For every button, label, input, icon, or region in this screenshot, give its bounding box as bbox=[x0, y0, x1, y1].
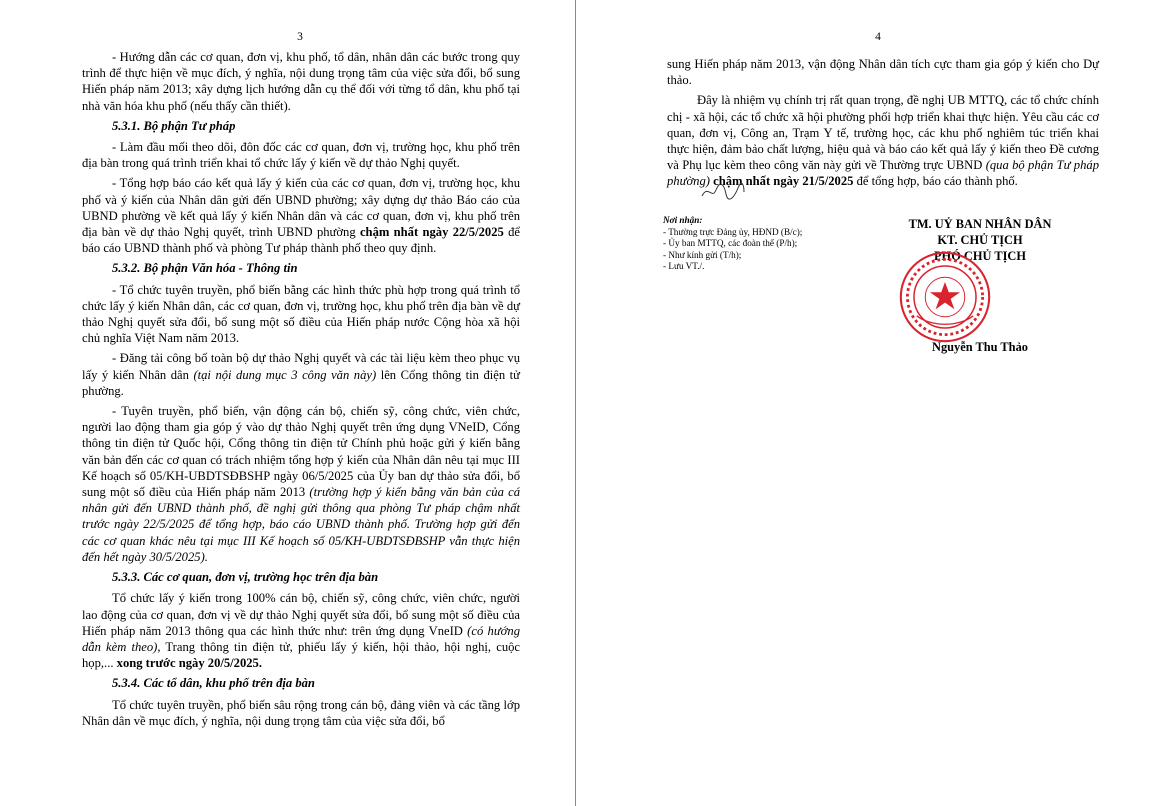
initial-signature-mark bbox=[700, 180, 746, 202]
section-heading-5-3-1: 5.3.1. Bộ phận Tư pháp bbox=[112, 118, 236, 133]
paragraph: - Tổng hợp báo cáo kết quả lấy ý kiến của các cơ quan, đơn vị, trường học, khu phố và ý kiến của Nhân dân gửi đến UBND phường; xây dựng dự thảo Báo cáo của UBND phường về kết quả lấy ý kiến Nhân dân và các cơ quan, đơn vị, khu phố trên địa bàn về dự thảo Nghị quyết, trình UBND phường chậm nhất ngày 22/5/2025 để báo cáo UBND thành phố và phòng Tư pháp thành phố theo quy định. bbox=[82, 176, 521, 256]
recipient-item: - Như kính gửi (T/h); bbox=[663, 249, 742, 260]
recipient-item: - Lưu VT./. bbox=[663, 261, 705, 272]
paragraph: - Làm đầu mối theo dõi, đôn đốc các cơ quan, đơn vị, trường học, khu phố trên địa bàn trong quá trình triển khai tổ chức lấy ý kiến về dự thảo Nghị quyết. bbox=[82, 140, 520, 171]
paragraph: Đây là nhiệm vụ chính trị rất quan trọng, đề nghị UB MTTQ, các tổ chức chính chị - xã hội, các tổ chức xã hội phường phối hợp triển khai thực hiện. Yêu cầu các cơ quan, đơn vị, Công an, Trạm Y tế, trường học, các khu phố nghiêm túc triển khai thực hiện, đảm bảo chất lượng, hiệu quả và báo cáo kết quả lấy ý kiến theo Đề cương và Phụ lục kèm theo công văn này gửi về Thường trực UBND (qua bộ phận Tư pháp phường) chậm nhất ngày 21/5/2025 để tổng hợp, báo cáo thành phố. bbox=[667, 93, 1099, 189]
sign-org: TM. UỶ BAN NHÂN DÂN bbox=[908, 217, 1052, 231]
page-body bbox=[82, 49, 520, 733]
paragraph: - Tổ chức tuyên truyền, phổ biến bằng các hình thức phù hợp trong quá trình tổ chức lấy ý kiến Nhân dân, các cơ quan, đơn vị, trường học, khu phố trên địa bàn về dự thảo Nghị quyết sửa đổi, bổ sung một số điều của Hiến pháp nước Cộng hòa xã hội chủ nghĩa Việt Nam năm 2013. bbox=[82, 282, 520, 346]
section-heading-5-3-3: 5.3.3. Các cơ quan, đơn vị, trường học trên địa bàn bbox=[112, 570, 379, 585]
section-heading-5-3-2: 5.3.2. Bộ phận Văn hóa - Thông tin bbox=[112, 261, 298, 276]
paragraph: - Hướng dẫn các cơ quan, đơn vị, khu phố, tổ dân, nhân dân các bước trong quy trình để thực hiện về mục đích, ý nghĩa, nội dung trọng tâm của việc sửa đổi, bổ sung Hiến pháp năm 2013; xây dựng lịch hướng dẫn cụ thể đối với từng tổ dân, khu phố tại nhà văn hóa khu phố (nếu thấy cần thiết). bbox=[82, 50, 520, 113]
paragraph: sung Hiến pháp năm 2013, vận động Nhân dân tích cực tham gia góp ý kiến cho Dự thảo. bbox=[667, 57, 1099, 88]
recipient-item: - Ủy ban MTTQ, các đoàn thể (P/h); bbox=[663, 238, 798, 249]
paragraph: Tổ chức tuyên truyền, phổ biến sâu rộng trong cán bộ, đảng viên và các tầng lớp Nhân dân về mục đích, ý nghĩa, nội dung trọng tâm của việc sửa đổi, bổ bbox=[82, 697, 520, 728]
page-number: 3 bbox=[297, 31, 303, 43]
recipient-item: - Thường trực Đảng ủy, HĐND (B/c); bbox=[663, 226, 803, 237]
sign-role: KT. CHỦ TỊCH bbox=[937, 233, 1023, 247]
paragraph: - Đăng tải công bố toàn bộ dự thảo Nghị quyết và các tài liệu kèm theo phục vụ lấy ý kiến Nhân dân (tại nội dung mục 3 công văn này) lên Cổng thông tin điện tử phường. bbox=[82, 351, 520, 398]
official-seal-stamp bbox=[898, 250, 992, 344]
recipients-title: Nơi nhận: bbox=[663, 215, 703, 225]
sign-position: PHÓ CHỦ TỊCH bbox=[933, 249, 1027, 263]
paragraph: - Tuyên truyền, phổ biến, vận động cán bộ, chiến sỹ, công chức, viên chức, người lao động tham gia góp ý vào dự thảo Nghị quyết trên ứng dụng VNeID, Cổng thông tin điện tử Quốc hội, Cổng thông tin điện tử Chính phủ hoặc gửi ý kiến bằng văn bản đến các cơ quan có trách nhiệm tổng hợp ý kiến của Nhân dân nêu tại mục III Kế hoạch số 05/KH-UBDTSĐBSHP ngày 06/5/2025 của Ủy ban dự thảo sửa đổi, bổ sung một số điều của Hiến pháp năm 2013 (trường hợp ý kiến bằng văn bản của cá nhân gửi đến UBND thành phố, đề nghị gửi thông qua phòng Tư pháp chậm nhất trước ngày 22/5/2025 để tổng hợp, báo cáo UBND thành phố. Trường hợp gửi đến các cơ quan khác nêu tại mục III Kế hoạch số 05/KH-UBDTSĐBSHP vẫn thực hiện đến hết ngày 30/5/2025). bbox=[82, 404, 520, 564]
page-body bbox=[667, 56, 1099, 194]
paragraph: Tổ chức lấy ý kiến trong 100% cán bộ, chiến sỹ, công chức, viên chức, người lao động của cơ quan, đơn vị về dự thảo Nghị quyết sửa đổi, bổ sung một số điều của Hiến pháp năm 2013 thông qua các hình thức như: trên ứng dụng VneID (có hướng dẫn kèm theo), Trang thông tin điện tử, phiếu lấy ý kiến, hội thảo, hội nghị, cuộc họp,... xong trước ngày 20/5/2025. bbox=[82, 591, 520, 671]
recipients-block bbox=[663, 215, 883, 273]
section-heading-5-3-4: 5.3.4. Các tổ dân, khu phố trên địa bàn bbox=[112, 676, 315, 691]
signer-name: Nguyễn Thu Thảo bbox=[932, 340, 1028, 354]
page-number: 4 bbox=[875, 31, 881, 43]
